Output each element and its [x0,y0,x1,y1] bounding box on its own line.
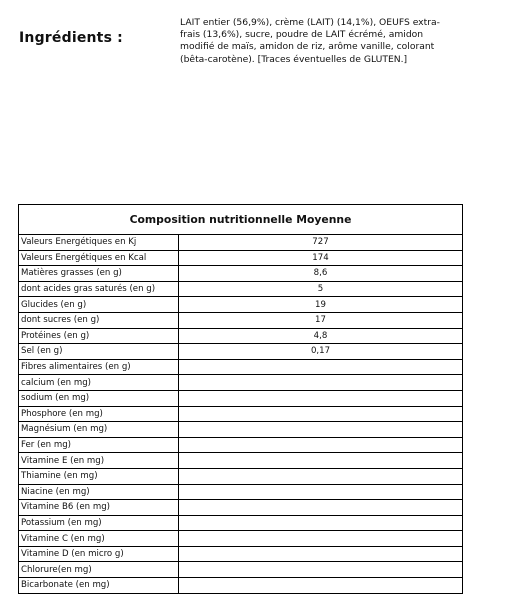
nutrient-name: Glucides (en g) [19,297,179,313]
nutrient-value: 174 [179,250,463,266]
table-row [19,422,463,438]
table-row [19,328,463,344]
nutrition-title-row [19,205,463,235]
table-row [19,266,463,282]
nutrient-name: Protéines (en g) [19,328,179,344]
table-row [19,500,463,516]
nutrient-value [179,375,463,391]
nutrient-name: Thiamine (en mg) [19,468,179,484]
nutrient-name: Niacine (en mg) [19,484,179,500]
nutrition-table [18,204,463,594]
nutrient-name: Potassium (en mg) [19,515,179,531]
table-row [19,281,463,297]
nutrient-name: Phosphore (en mg) [19,406,179,422]
nutrient-value [179,531,463,547]
nutrient-value [179,578,463,594]
table-row [19,578,463,594]
ingredients-heading: Ingrédients : [19,30,123,46]
nutrient-name: Bicarbonate (en mg) [19,578,179,594]
nutrient-name: Valeurs Energétiques en Kcal [19,250,179,266]
nutrient-name: Sel (en g) [19,344,179,360]
nutrient-name: Fibres alimentaires (en g) [19,359,179,375]
nutrition-title: Composition nutritionnelle Moyenne [19,205,463,235]
nutrient-value [179,422,463,438]
nutrient-name: dont acides gras saturés (en g) [19,281,179,297]
nutrient-value: 727 [179,235,463,251]
table-row [19,515,463,531]
table-row [19,344,463,360]
nutrient-value: 0,17 [179,344,463,360]
nutrient-value [179,484,463,500]
nutrient-value [179,406,463,422]
table-row [19,390,463,406]
nutrient-name: sodium (en mg) [19,390,179,406]
table-row [19,297,463,313]
ingredients-text [180,17,450,66]
nutrient-value [179,453,463,469]
table-row [19,406,463,422]
ingredients-line: modifié de maïs, amidon de riz, arôme vanille, colorant [180,41,435,53]
table-row [19,250,463,266]
table-row [19,531,463,547]
nutrient-value [179,359,463,375]
nutrient-value [179,515,463,531]
table-row [19,484,463,500]
nutrient-value: 8,6 [179,266,463,282]
nutrient-name: Valeurs Energétiques en Kj [19,235,179,251]
table-row [19,437,463,453]
table-row [19,235,463,251]
table-row [19,562,463,578]
nutrient-name: Chlorure(en mg) [19,562,179,578]
nutrient-value [179,500,463,516]
nutrient-value: 19 [179,297,463,313]
nutrient-name: Fer (en mg) [19,437,179,453]
nutrient-name: Vitamine D (en micro g) [19,546,179,562]
nutrient-name: Vitamine C (en mg) [19,531,179,547]
table-row [19,453,463,469]
nutrient-value [179,546,463,562]
nutrient-value [179,437,463,453]
nutrient-name: Matières grasses (en g) [19,266,179,282]
nutrient-name: Vitamine E (en mg) [19,453,179,469]
nutrient-name: Vitamine B6 (en mg) [19,500,179,516]
nutrient-name: dont sucres (en g) [19,312,179,328]
ingredients-line: frais (13,6%), sucre, poudre de LAIT écrémé, amidon [180,29,424,41]
nutrient-name: Magnésium (en mg) [19,422,179,438]
table-row [19,546,463,562]
nutrient-value: 4,8 [179,328,463,344]
table-row [19,375,463,391]
nutrient-name: calcium (en mg) [19,375,179,391]
table-row [19,359,463,375]
ingredients-line: (bêta-carotène). [Traces éventuelles de GLUTEN.] [180,53,408,65]
nutrient-value [179,390,463,406]
nutrient-value: 5 [179,281,463,297]
nutrient-value [179,562,463,578]
nutrient-value: 17 [179,312,463,328]
table-row [19,312,463,328]
ingredients-line: LAIT entier (56,9%), crème (LAIT) (14,1%), OEUFS extra- [180,17,440,28]
nutrition-rows [19,235,463,594]
nutrient-value [179,468,463,484]
table-row [19,468,463,484]
